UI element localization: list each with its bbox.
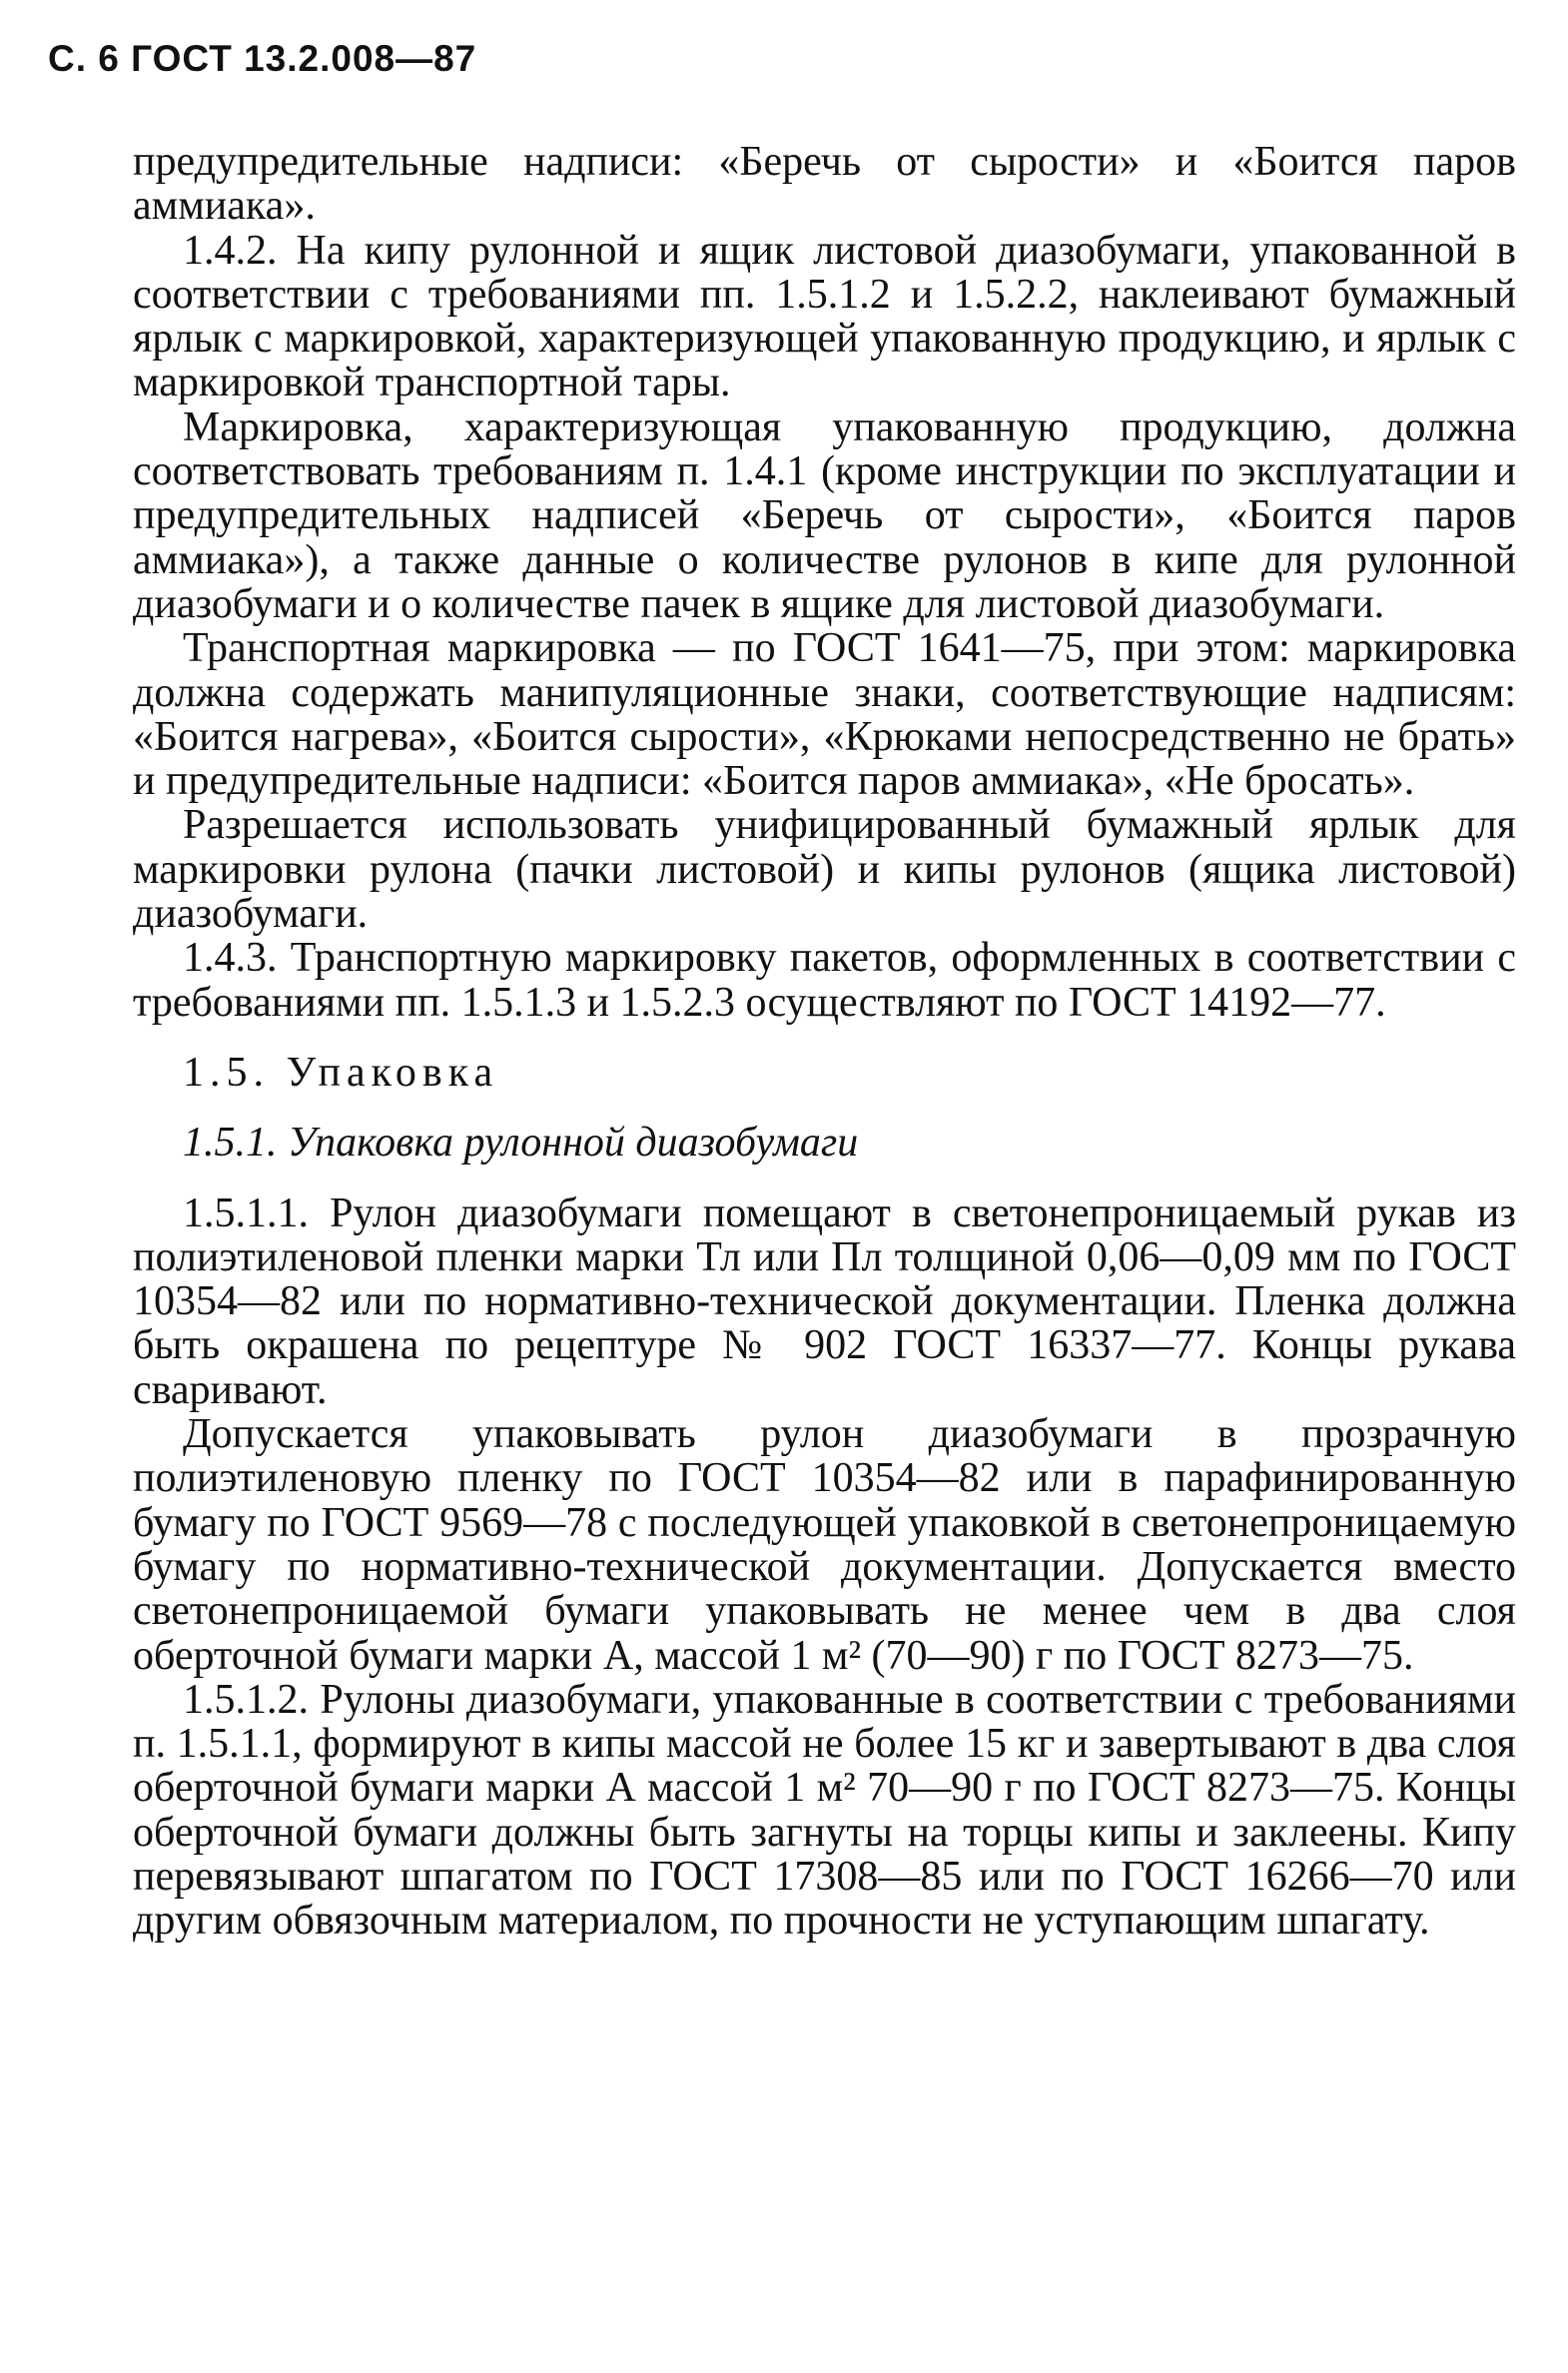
paragraph-transport-marking: Транспортная маркировка — по ГОСТ 1641—75, при этом: маркировка должна содержать манипуляционные знаки, соответствующие надписям: «Боится нагрева», «Боится сырости», «Крюками непосредственно не брать» и предупредительные надписи: «Боится паров аммиака», «Не бросать». [133,625,1516,805]
section-heading-packaging: 1.5. Упаковка [183,1049,499,1096]
clause-1-5-1-1: 1.5.1.1. Рулон диазобумаги помещают в светонепроницаемый рукав из полиэтиленовой пленки марки Тл или Пл толщиной 0,06—0,09 мм по ГОСТ 10354—82 или по нормативно-технической документации. Пленка должна быть окрашена по рецептуре № 902 ГОСТ 16337—77. Концы рукава сваривают. [133,1189,1516,1413]
paragraph-alternative-packaging: Допускается упаковывать рулон диазобумаги в прозрачную полиэтиленовую пленку по ГОСТ 10354—82 или в парафинированную бумагу по ГОСТ 9569—78 с последующей упаковкой в светонепроницаемую бумагу по нормативно-технической документации. Допускается вместо светонепроницаемой бумаги упаковывать не менее чем в два слоя оберточной бумаги марки А, массой 1 м² (70—90) г по ГОСТ 8273—75. [133,1411,1516,1679]
running-header: С. 6 ГОСТ 13.2.008—87 [48,38,477,79]
clause-1-4-3: 1.4.3. Транспортную маркировку пакетов, оформленных в соответствии с требованиями пп. 1.5.1.3 и 1.5.2.3 осуществляют по ГОСТ 14192—77. [133,935,1516,1026]
body-text [133,140,1516,1944]
subsection-heading-roll-packaging: 1.5.1. Упаковка рулонной диазобумаги [183,1120,859,1167]
clause-1-5-1-2: 1.5.1.2. Рулоны диазобумаги, упакованные в соответствии с требованиями п. 1.5.1.1, формируют в кипы массой не более 15 кг и завертывают в два слоя оберточной бумаги марки А массой 1 м² 70—90 г по ГОСТ 8273—75. Концы оберточной бумаги должны быть загнуты на торцы кипы и заклеены. Кипу перевязывают шпагатом по ГОСТ 17308—85 или по ГОСТ 16266—70 или другим обвязочным материалом, по прочности не уступающим шпагату. [133,1676,1516,1945]
paragraph-marking-requirements: Маркировка, характеризующая упакованную продукцию, должна соответствовать требованиям п. 1.4.1 (кроме инструкции по эксплуатации и предупредительных надписей «Беречь от сырости», «Боится паров аммиака»), а также данные о количестве рулонов в кипе для рулонной диазобумаги и о количестве пачек в ящике для листовой диазобумаги. [133,403,1516,627]
paragraph-unified-label: Разрешается использовать унифицированный бумажный ярлык для маркировки рулона (пачки листовой) и кипы рулонов (ящика листовой) диазобумаги. [133,802,1516,938]
paragraph-continuation: предупредительные надписи: «Беречь от сырости» и «Боится паров аммиака». [133,139,1516,230]
clause-1-4-2: 1.4.2. На кипу рулонной и ящик листовой диазобумаги, упакованной в соответствии с требованиями пп. 1.5.1.2 и 1.5.2.2, наклеивают бумажный ярлык с маркировкой, характеризующей упакованную продукцию, и ярлык с маркировкой транспортной тары. [133,227,1516,406]
